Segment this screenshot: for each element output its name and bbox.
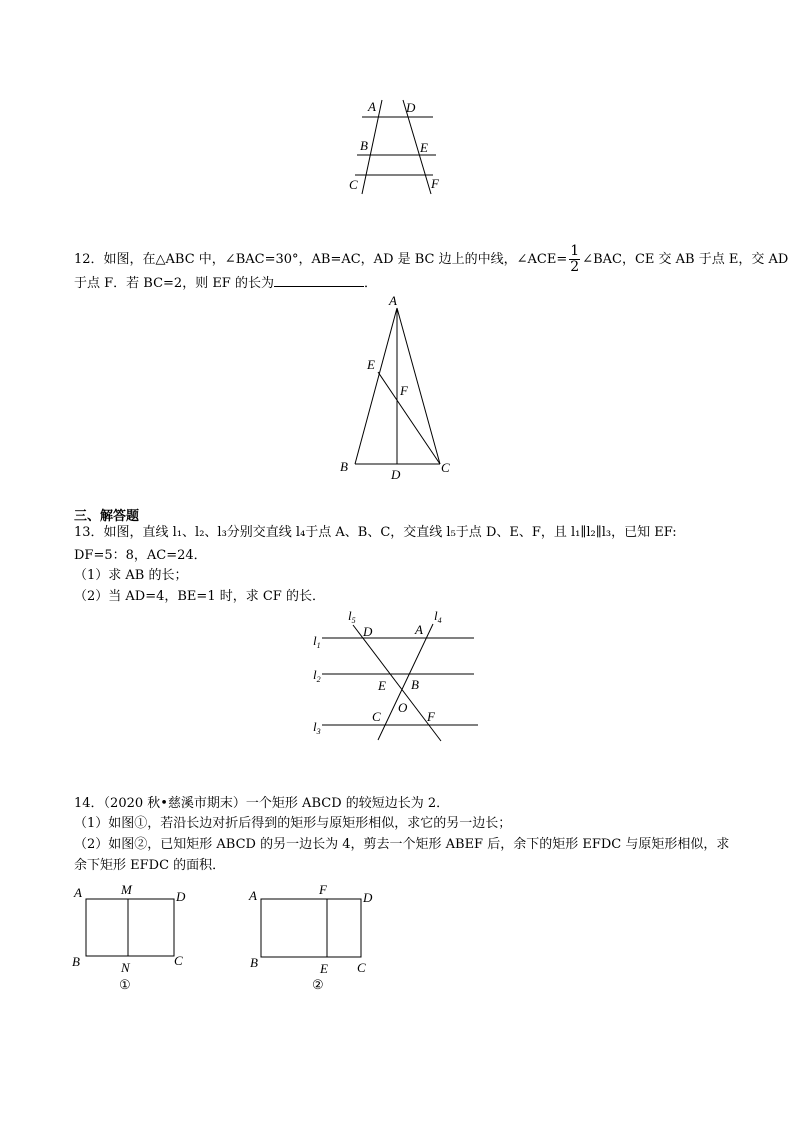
figure-parallel-lines-l1-l5 xyxy=(305,605,490,745)
rectangle-abcd xyxy=(261,899,361,957)
point-label-d: D xyxy=(363,890,373,905)
point-label-f: F xyxy=(431,176,439,191)
line-label-l1: $l_1$ xyxy=(313,633,321,650)
point-label-e: E xyxy=(378,678,386,693)
q14-line1: 14．（2020 秋•慈溪市期末）一个矩形 ABCD 的较短边长为 2． xyxy=(74,796,450,811)
point-label-m: M xyxy=(121,882,132,897)
answer-blank xyxy=(274,274,364,287)
figure-parallel-transversals xyxy=(340,96,450,198)
fraction-one-half xyxy=(569,244,580,275)
fraction-denominator: 2 xyxy=(570,259,580,275)
point-label-e: E xyxy=(320,961,328,976)
point-label-b: B xyxy=(340,459,348,474)
q14-part1: （1）如图①，若沿长边对折后得到的矩形与原矩形相似，求它的另一边长； xyxy=(74,816,512,831)
point-label-f: F xyxy=(400,383,408,398)
point-label-d: D xyxy=(363,624,373,639)
line-l4 xyxy=(378,624,433,740)
figure-rectangle-2 xyxy=(243,880,378,995)
point-label-b: B xyxy=(360,138,368,153)
point-label-d: D xyxy=(391,467,401,482)
point-label-e: E xyxy=(367,357,375,372)
line-label-l5: $l_5$ xyxy=(348,608,356,625)
segment-ce xyxy=(378,372,440,464)
point-label-d: D xyxy=(406,100,416,115)
point-label-c: C xyxy=(349,177,358,192)
point-label-c: C xyxy=(441,460,450,475)
section-heading: 三、解答题 xyxy=(74,509,140,524)
q12-line2-end: ． xyxy=(363,276,377,291)
point-label-b: B xyxy=(250,955,258,970)
point-label-c: C xyxy=(357,960,366,975)
point-label-a: A xyxy=(415,622,423,637)
point-label-b: B xyxy=(72,954,80,969)
q12-line2 xyxy=(74,274,377,293)
point-label-a: A xyxy=(74,885,82,900)
point-label-e: E xyxy=(420,140,428,155)
point-label-o: O xyxy=(398,700,408,715)
side-ab xyxy=(355,308,397,464)
point-label-c: C xyxy=(174,953,183,968)
q14-part2-line1: （2）如图②，已知矩形 ABCD 的另一边长为 4，剪去一个矩形 ABEF 后，余下的矩形 EFDC 与原矩形相似，求 xyxy=(74,837,730,852)
point-label-a: A xyxy=(249,888,257,903)
point-label-n: N xyxy=(121,960,130,975)
point-label-f: F xyxy=(427,709,435,724)
point-label-a: A xyxy=(389,293,397,308)
figure-caption-2: ② xyxy=(312,977,324,992)
line-label-l3: $l_3$ xyxy=(313,719,321,736)
q12-line1 xyxy=(74,244,788,275)
q13-line2: DF=5：8，AC=24． xyxy=(74,548,207,563)
q14-part2-line2: 余下矩形 EFDC 的面积． xyxy=(74,858,226,873)
point-label-d: D xyxy=(176,889,186,904)
point-label-a: A xyxy=(368,99,376,114)
line-label-l2: $l_2$ xyxy=(313,667,321,684)
point-label-f: F xyxy=(319,882,327,897)
figure-rectangle-1 xyxy=(68,880,198,995)
q13-line1: 13．如图，直线 l₁、l₂、l₃分别交直线 l₄于点 A、B、C，交直线 l₅于点 D、E、F，且 l₁∥l₂∥l₃，已知 EF: xyxy=(74,525,677,540)
point-label-b: B xyxy=(411,677,419,692)
point-label-c: C xyxy=(372,709,381,724)
figure-triangle-abc xyxy=(335,292,460,482)
q12-line2-text: 于点 F．若 BC=2，则 EF 的长为 xyxy=(74,276,274,291)
rectangle-abcd xyxy=(86,899,174,956)
fraction-numerator: 1 xyxy=(570,243,580,259)
q13-part2: （2）当 AD=4，BE=1 时，求 CF 的长． xyxy=(74,589,325,604)
figure-caption-1: ① xyxy=(119,977,131,992)
q13-part1: （1）求 AB 的长； xyxy=(74,568,188,583)
q12-text-part-a: 12．如图，在△ABC 中，∠BAC=30°，AB=AC，AD 是 BC 边上的中线，∠ACE= xyxy=(74,252,568,267)
q12-text-part-b: ∠BAC，CE 交 AB 于点 E，交 AD xyxy=(582,252,789,267)
line-label-l4: $l_4$ xyxy=(434,608,442,625)
